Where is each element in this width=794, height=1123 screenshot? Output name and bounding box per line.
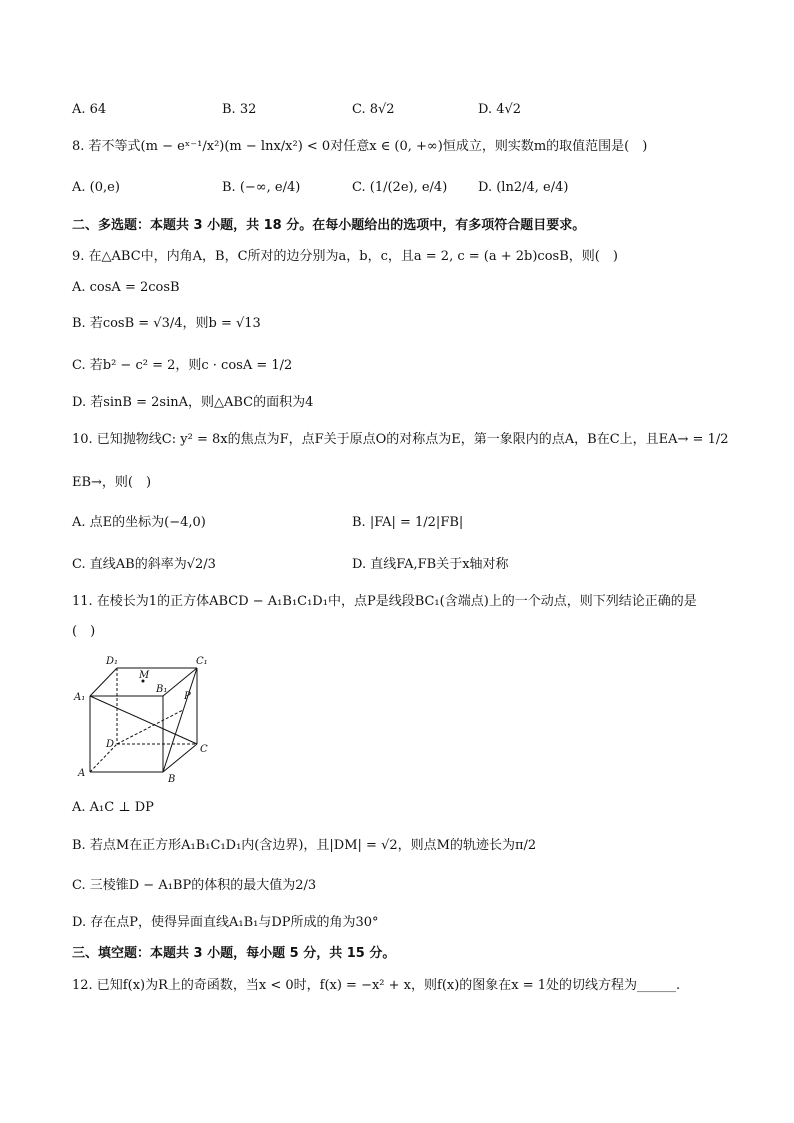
q8-option-b: B. (−∞, e/4)	[222, 180, 301, 195]
edge-a1-d1	[90, 668, 117, 696]
label-p: P	[184, 691, 191, 702]
q10-option-a: A. 点E的坐标为(−4,0)	[72, 515, 206, 530]
label-c: C	[200, 744, 208, 755]
label-d: D	[106, 739, 115, 750]
q12-stem: 12. 已知f(x)为R上的奇函数，当x < 0时，f(x) = −x² + x，则f(x)的图象在x = 1处的切线方程为______.	[72, 978, 681, 993]
label-a1: A₁	[74, 692, 86, 703]
label-b1: B₁	[156, 684, 168, 695]
cube-figure	[72, 652, 222, 787]
cube-diagram	[72, 652, 222, 787]
q8-option-c: C. (1/(2e), e/4)	[352, 180, 448, 195]
q7-option-b: B. 32	[222, 102, 257, 117]
label-m: M	[139, 670, 150, 681]
label-d1: D₁	[106, 656, 119, 667]
q10-option-d: D. 直线FA,FB关于x轴对称	[352, 557, 509, 572]
q11-stem-line-1: 11. 在棱长为1的正方体ABCD − A₁B₁C₁D₁中，点P是线段BC₁(含端点)上的一个动点，则下列结论正确的是	[72, 594, 697, 609]
q10-stem-line-1: 10. 已知抛物线C: y² = 8x的焦点为F，点F关于原点O的对称点为E，第一象限内的点A，B在C上，且EA→ = 1/2	[72, 432, 729, 447]
q10-option-c: C. 直线AB的斜率为√2/3	[72, 557, 216, 572]
q10-stem-line-2: EB→，则( )	[72, 475, 152, 490]
q9-stem: 9. 在△ABC中，内角A，B，C所对的边分别为a，b，c，且a = 2, c = (a + 2b)cosB，则( )	[72, 249, 618, 264]
q9-option-d: D. 若sinB = 2sinA，则△ABC的面积为4	[72, 395, 314, 410]
q10-options-row-2	[72, 555, 732, 579]
q9-option-a: A. cosA = 2cosB	[72, 280, 180, 295]
section-2-heading: 二、多选题：本题共 3 小题，共 18 分。在每小题给出的选项中，有多项符合题目要求。	[72, 218, 586, 233]
q7-option-c: C. 8√2	[352, 102, 395, 117]
diagonal-a1-c	[90, 696, 197, 744]
q9-option-b: B. 若cosB = √3/4，则b = √13	[72, 316, 261, 331]
q11-option-d: D. 存在点P，使得异面直线A₁B₁与DP所成的角为30°	[72, 915, 379, 930]
q8-options	[72, 178, 732, 202]
section-3-heading: 三、填空题：本题共 3 小题，每小题 5 分，共 15 分。	[72, 946, 396, 961]
q7-option-a: A. 64	[72, 102, 107, 117]
q7-options	[72, 100, 732, 124]
q9-option-c: C. 若b² − c² = 2，则c · cosA = 1/2	[72, 358, 293, 373]
segment-d-p	[117, 710, 183, 744]
q11-stem-line-2: ( )	[72, 624, 96, 639]
q10-options-row-1	[72, 513, 732, 537]
label-c1: C₁	[196, 656, 208, 667]
q8-option-a: A. (0,e)	[72, 180, 120, 195]
q8-option-d: D. (ln2/4, e/4)	[478, 180, 569, 195]
q11-option-c: C. 三棱锥D − A₁BP的体积的最大值为2/3	[72, 878, 317, 893]
q8-stem: 8. 若不等式(m − eˣ⁻¹/x²)(m − lnx/x²) < 0对任意x ∈ (0, +∞)恒成立，则实数m的取值范围是( )	[72, 139, 648, 154]
label-b: B	[168, 774, 176, 785]
q11-option-a: A. A₁C ⊥ DP	[72, 800, 154, 815]
q11-option-b: B. 若点M在正方形A₁B₁C₁D₁内(含边界)，且|DM| = √2，则点M的轨迹长为π/2	[72, 838, 537, 853]
segment-b-c1	[163, 668, 197, 772]
label-a: A	[78, 768, 86, 779]
q10-option-b: B. |FA| = 1/2|FB|	[352, 515, 464, 530]
q7-option-d: D. 4√2	[478, 102, 522, 117]
